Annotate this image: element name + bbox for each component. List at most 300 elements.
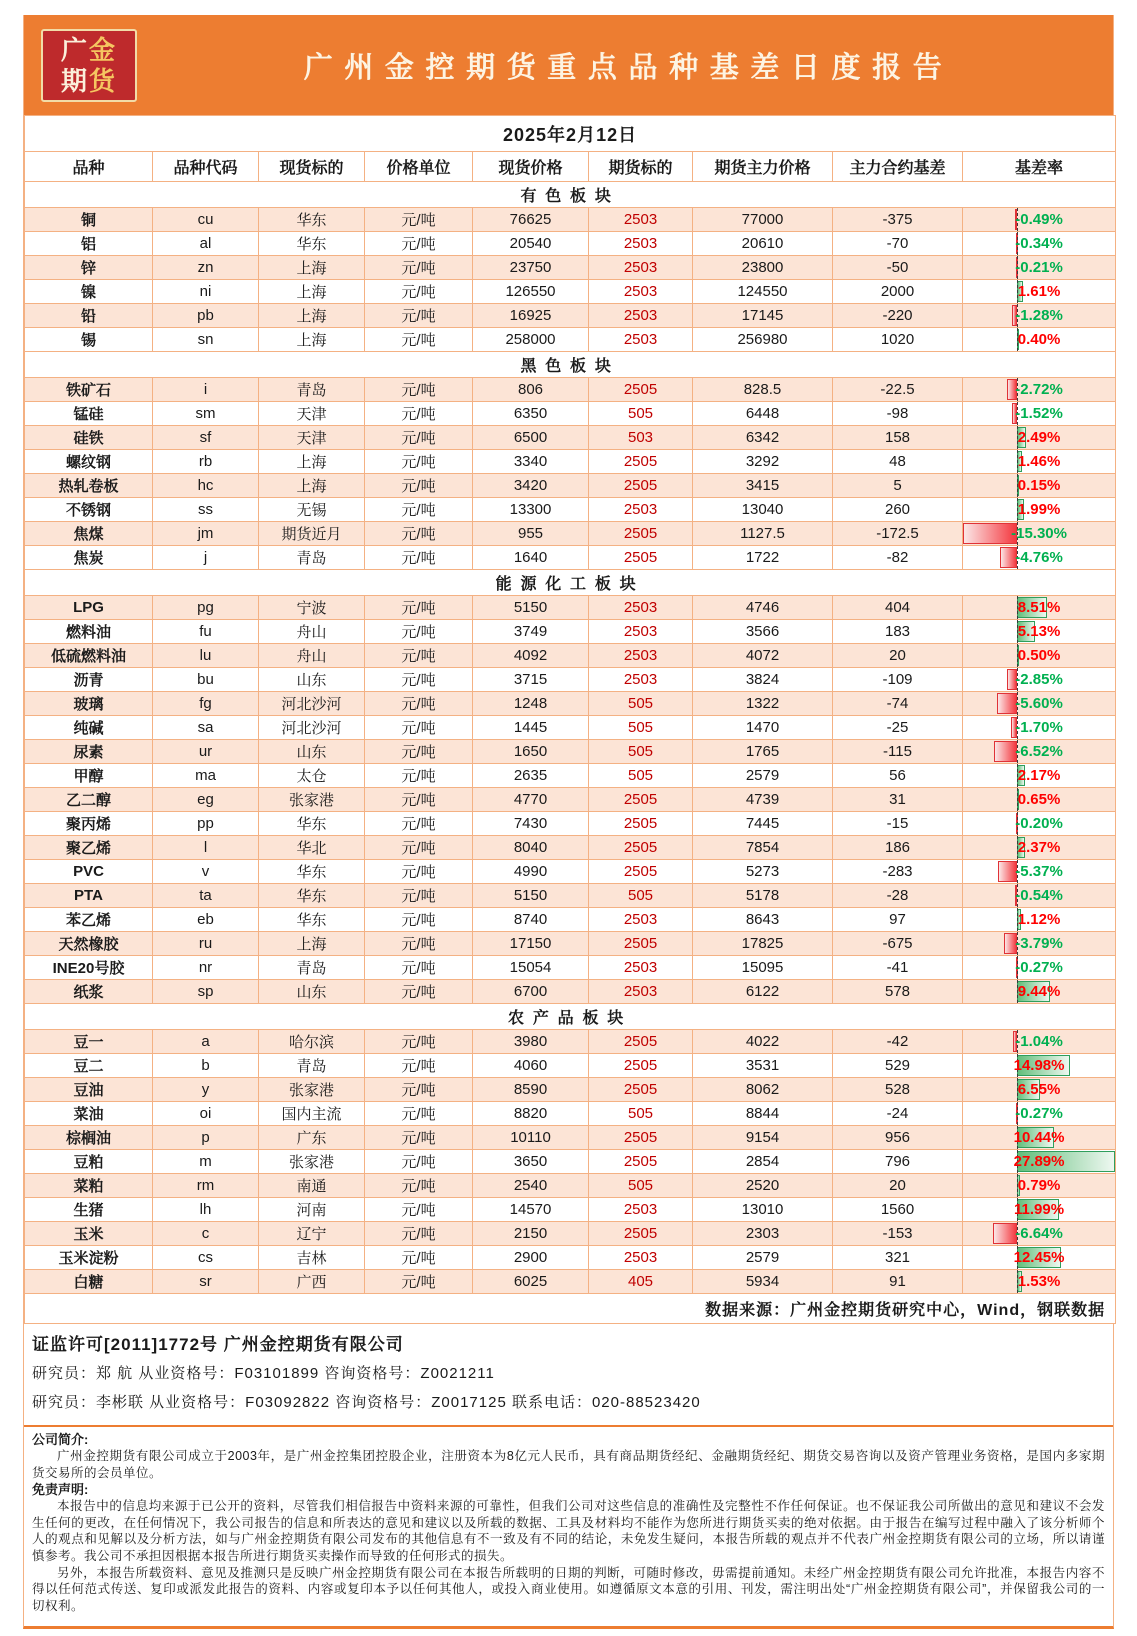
table-row-sf bbox=[25, 426, 1116, 450]
basis-rate-value: 0.40% bbox=[1017, 331, 1061, 348]
cell-basis-rate bbox=[963, 596, 1116, 620]
basis-rate-value: 0.50% bbox=[1017, 647, 1061, 664]
cell-futures-price: 2303 bbox=[693, 1222, 833, 1246]
table-row-sp bbox=[25, 980, 1116, 1004]
cell-variety: 锡 bbox=[25, 328, 153, 352]
cell-futures-price: 6448 bbox=[693, 402, 833, 426]
cell-basis: -28 bbox=[833, 884, 963, 908]
table-row-fu bbox=[25, 620, 1116, 644]
cell-futures-target: 2505 bbox=[589, 1054, 693, 1078]
cell-spot-target: 青岛 bbox=[259, 1054, 365, 1078]
table-row-nr bbox=[25, 956, 1116, 980]
cell-basis: 528 bbox=[833, 1078, 963, 1102]
cell-price-unit: 元/吨 bbox=[365, 280, 473, 304]
cell-code: sm bbox=[153, 402, 259, 426]
cell-code: zn bbox=[153, 256, 259, 280]
cell-variety: 豆一 bbox=[25, 1030, 153, 1054]
cell-price-unit: 元/吨 bbox=[365, 208, 473, 232]
basis-rate-value: 1.12% bbox=[1017, 911, 1061, 928]
cell-futures-price: 1470 bbox=[693, 716, 833, 740]
table-row-ss bbox=[25, 498, 1116, 522]
cell-spot-target: 华北 bbox=[259, 836, 365, 860]
cell-price-unit: 元/吨 bbox=[365, 1150, 473, 1174]
cell-variety: 硅铁 bbox=[25, 426, 153, 450]
cell-spot-target: 天津 bbox=[259, 426, 365, 450]
cell-futures-target: 2503 bbox=[589, 908, 693, 932]
col-header-spot-price: 现货价格 bbox=[473, 152, 589, 182]
company-logo bbox=[41, 29, 137, 102]
disclaimer-paragraph-2: 另外，本报告所载资料、意见及推测只是反映广州金控期货有限公司在本报告所载明的日期的判断，可随时修改，毋需提前通知。未经广州金控期货有限公司允许批准，本报告内容不得以任何范式传送、复印或派发此报告的资料、内容或复印本予以任何其他人，或投入商业使用。如遵循原文本意的引用、刊发，需注明出处“广州金控期货有限公司”，并保留我公司的一切权利。 bbox=[32, 1565, 1105, 1613]
cell-basis-rate bbox=[963, 522, 1116, 546]
table-row-bu bbox=[25, 668, 1116, 692]
basis-rate-value: 1.53% bbox=[1017, 1273, 1061, 1290]
cell-futures-target: 2505 bbox=[589, 1150, 693, 1174]
cell-basis-rate bbox=[963, 620, 1116, 644]
cell-variety: 棕榈油 bbox=[25, 1126, 153, 1150]
licence-line: 证监许可[2011]1772号 广州金控期货有限公司 bbox=[32, 1335, 404, 1354]
cell-code: ni bbox=[153, 280, 259, 304]
basis-rate-value: 2.17% bbox=[1017, 767, 1061, 784]
cell-futures-target: 2505 bbox=[589, 522, 693, 546]
cell-futures-target: 505 bbox=[589, 1102, 693, 1126]
cell-spot-price: 6025 bbox=[473, 1270, 589, 1294]
cell-basis-rate bbox=[963, 1030, 1116, 1054]
cell-basis: -74 bbox=[833, 692, 963, 716]
legal-block bbox=[24, 1427, 1113, 1626]
cell-spot-price: 1650 bbox=[473, 740, 589, 764]
cell-price-unit: 元/吨 bbox=[365, 546, 473, 570]
report-date: 2025年2月12日 bbox=[25, 116, 1116, 152]
basis-rate-value: 11.99% bbox=[1014, 1201, 1065, 1218]
basis-rate-value: -4.76% bbox=[1015, 549, 1063, 566]
cell-futures-price: 7854 bbox=[693, 836, 833, 860]
company-profile-title: 公司简介: bbox=[32, 1432, 89, 1447]
cell-basis-rate bbox=[963, 740, 1116, 764]
cell-basis: -115 bbox=[833, 740, 963, 764]
basis-rate-value: 1.61% bbox=[1017, 283, 1061, 300]
cell-variety: 玉米淀粉 bbox=[25, 1246, 153, 1270]
cell-spot-target: 华东 bbox=[259, 884, 365, 908]
cell-basis: -70 bbox=[833, 232, 963, 256]
cell-basis-rate bbox=[963, 1222, 1116, 1246]
cell-price-unit: 元/吨 bbox=[365, 522, 473, 546]
cell-basis-rate bbox=[963, 1054, 1116, 1078]
cell-spot-price: 4770 bbox=[473, 788, 589, 812]
cell-futures-target: 2503 bbox=[589, 232, 693, 256]
cell-basis-rate bbox=[963, 1246, 1116, 1270]
cell-code: y bbox=[153, 1078, 259, 1102]
table-row-l bbox=[25, 836, 1116, 860]
cell-price-unit: 元/吨 bbox=[365, 908, 473, 932]
cell-basis: -375 bbox=[833, 208, 963, 232]
cell-price-unit: 元/吨 bbox=[365, 498, 473, 522]
cell-variety: 尿素 bbox=[25, 740, 153, 764]
cell-basis-rate bbox=[963, 402, 1116, 426]
cell-code: j bbox=[153, 546, 259, 570]
cell-basis-rate bbox=[963, 498, 1116, 522]
cell-spot-price: 20540 bbox=[473, 232, 589, 256]
cell-spot-price: 8590 bbox=[473, 1078, 589, 1102]
table-row-sn bbox=[25, 328, 1116, 352]
table-row-eb bbox=[25, 908, 1116, 932]
cell-futures-target: 2505 bbox=[589, 378, 693, 402]
cell-spot-target: 青岛 bbox=[259, 956, 365, 980]
cell-variety: 豆油 bbox=[25, 1078, 153, 1102]
cell-variety: 苯乙烯 bbox=[25, 908, 153, 932]
cell-spot-target: 河北沙河 bbox=[259, 716, 365, 740]
cell-basis: 1560 bbox=[833, 1198, 963, 1222]
data-source: 数据来源：广州金控期货研究中心，Wind，钢联数据 bbox=[25, 1294, 1116, 1324]
cell-variety: 聚丙烯 bbox=[25, 812, 153, 836]
cell-variety: 纸浆 bbox=[25, 980, 153, 1004]
disclaimer-paragraph-1: 本报告中的信息均来源于已公开的资料，尽管我们相信报告中资料来源的可靠性，但我们公司对这些信息的准确性及完整性不作任何保证。也不保证我公司所做出的意见和建议不会发生任何的更改，在任何情况下，我公司报告的信息和所表达的意见和建议以及所载的数据、工具及材料均不能作为您所进行期货买卖的绝对依据。由于报告在编写过程中融入了该分析师个人的观点和见解以及分析方法，如与广州金控期货有限公司发布的其他信息有不一致及有不同的结论，未免发生疑问，本报告所载的观点并不代表广州金控期货有限公司的立场，所以请谨慎参考。我公司不承担因根据本报告所进行期货买卖操作而导致的任何形式的损失。 bbox=[32, 1499, 1105, 1563]
logo-char: 广 bbox=[60, 34, 89, 65]
cell-spot-price: 5150 bbox=[473, 596, 589, 620]
table-row-m bbox=[25, 1150, 1116, 1174]
table-row-pg bbox=[25, 596, 1116, 620]
cell-price-unit: 元/吨 bbox=[365, 836, 473, 860]
company-profile-text: 广州金控期货有限公司成立于2003年，是广州金控集团控股企业，注册资本为8亿元人民币，具有商品期货经纪、金融期货经纪、期货交易咨询以及资产管理业务资格，是国内多家期货交易所的会员单位。 bbox=[32, 1449, 1105, 1480]
basis-rate-value: 12.45% bbox=[1013, 1249, 1065, 1266]
cell-price-unit: 元/吨 bbox=[365, 788, 473, 812]
cell-basis-rate bbox=[963, 1102, 1116, 1126]
cell-variety: 豆粕 bbox=[25, 1150, 153, 1174]
table-row-b bbox=[25, 1054, 1116, 1078]
cell-variety: PTA bbox=[25, 884, 153, 908]
basis-rate-value: 14.98% bbox=[1013, 1057, 1065, 1074]
cell-price-unit: 元/吨 bbox=[365, 596, 473, 620]
col-header-basis-rate: 基差率 bbox=[963, 152, 1116, 182]
cell-spot-price: 2540 bbox=[473, 1174, 589, 1198]
basis-rate-value: -0.21% bbox=[1015, 259, 1063, 276]
cell-futures-target: 2503 bbox=[589, 956, 693, 980]
cell-spot-target: 华东 bbox=[259, 812, 365, 836]
cell-spot-price: 17150 bbox=[473, 932, 589, 956]
cell-basis-rate bbox=[963, 788, 1116, 812]
cell-futures-price: 4746 bbox=[693, 596, 833, 620]
cell-variety: 豆二 bbox=[25, 1054, 153, 1078]
cell-price-unit: 元/吨 bbox=[365, 1174, 473, 1198]
cell-spot-target: 天津 bbox=[259, 402, 365, 426]
cell-futures-price: 4739 bbox=[693, 788, 833, 812]
cell-price-unit: 元/吨 bbox=[365, 764, 473, 788]
col-header-price-unit: 价格单位 bbox=[365, 152, 473, 182]
cell-code: al bbox=[153, 232, 259, 256]
cell-variety: 玉米 bbox=[25, 1222, 153, 1246]
cell-spot-price: 258000 bbox=[473, 328, 589, 352]
cell-code: sf bbox=[153, 426, 259, 450]
cell-spot-price: 6700 bbox=[473, 980, 589, 1004]
cell-code: a bbox=[153, 1030, 259, 1054]
table-row-i bbox=[25, 378, 1116, 402]
cell-variety: 菜油 bbox=[25, 1102, 153, 1126]
cell-basis-rate bbox=[963, 812, 1116, 836]
cell-basis-rate bbox=[963, 1150, 1116, 1174]
cell-code: oi bbox=[153, 1102, 259, 1126]
cell-spot-price: 6350 bbox=[473, 402, 589, 426]
cell-basis: 2000 bbox=[833, 280, 963, 304]
logo-line-1 bbox=[61, 35, 117, 66]
cell-spot-price: 2635 bbox=[473, 764, 589, 788]
basis-rate-value: -2.72% bbox=[1015, 381, 1063, 398]
cell-futures-price: 6342 bbox=[693, 426, 833, 450]
cell-basis-rate bbox=[963, 232, 1116, 256]
basis-rate-value: 0.79% bbox=[1017, 1177, 1061, 1194]
basis-rate-value: 0.15% bbox=[1017, 477, 1061, 494]
cell-code: lu bbox=[153, 644, 259, 668]
cell-basis: -675 bbox=[833, 932, 963, 956]
data-source-row bbox=[25, 1294, 1116, 1324]
cell-spot-price: 2900 bbox=[473, 1246, 589, 1270]
cell-spot-target: 舟山 bbox=[259, 644, 365, 668]
cell-futures-price: 124550 bbox=[693, 280, 833, 304]
cell-basis: 321 bbox=[833, 1246, 963, 1270]
cell-code: v bbox=[153, 860, 259, 884]
cell-basis-rate bbox=[963, 764, 1116, 788]
table-row-rb bbox=[25, 450, 1116, 474]
table-row-p bbox=[25, 1126, 1116, 1150]
basis-rate-value: 2.49% bbox=[1017, 429, 1061, 446]
cell-basis: 186 bbox=[833, 836, 963, 860]
cell-price-unit: 元/吨 bbox=[365, 1270, 473, 1294]
negative-basis-bar bbox=[993, 1223, 1016, 1244]
cell-futures-price: 4072 bbox=[693, 644, 833, 668]
cell-basis-rate bbox=[963, 1198, 1116, 1222]
cell-futures-price: 13040 bbox=[693, 498, 833, 522]
cell-basis: 97 bbox=[833, 908, 963, 932]
cell-futures-price: 1322 bbox=[693, 692, 833, 716]
cell-spot-price: 23750 bbox=[473, 256, 589, 280]
cell-spot-price: 3749 bbox=[473, 620, 589, 644]
cell-price-unit: 元/吨 bbox=[365, 812, 473, 836]
cell-futures-target: 2505 bbox=[589, 812, 693, 836]
cell-basis-rate bbox=[963, 692, 1116, 716]
cell-spot-target: 河南 bbox=[259, 1198, 365, 1222]
cell-basis-rate bbox=[963, 546, 1116, 570]
cell-variety: 燃料油 bbox=[25, 620, 153, 644]
table-row-cu bbox=[25, 208, 1116, 232]
cell-futures-target: 2503 bbox=[589, 620, 693, 644]
cell-futures-target: 2503 bbox=[589, 668, 693, 692]
cell-spot-price: 76625 bbox=[473, 208, 589, 232]
cell-futures-price: 4022 bbox=[693, 1030, 833, 1054]
cell-variety: 铅 bbox=[25, 304, 153, 328]
cell-spot-target: 广西 bbox=[259, 1270, 365, 1294]
cell-futures-target: 505 bbox=[589, 402, 693, 426]
cell-price-unit: 元/吨 bbox=[365, 860, 473, 884]
cell-variety: 热轧卷板 bbox=[25, 474, 153, 498]
cell-code: eg bbox=[153, 788, 259, 812]
basis-rate-value: -0.34% bbox=[1015, 235, 1063, 252]
section-title: 能源化工板块 bbox=[25, 570, 1116, 596]
cell-code: sn bbox=[153, 328, 259, 352]
licence-block bbox=[24, 1324, 1113, 1427]
cell-variety: 锰硅 bbox=[25, 402, 153, 426]
cell-price-unit: 元/吨 bbox=[365, 980, 473, 1004]
cell-basis: -172.5 bbox=[833, 522, 963, 546]
cell-spot-price: 4092 bbox=[473, 644, 589, 668]
section-title: 黑色板块 bbox=[25, 352, 1116, 378]
cell-spot-target: 华东 bbox=[259, 208, 365, 232]
cell-futures-price: 6122 bbox=[693, 980, 833, 1004]
section-header-row-2 bbox=[25, 352, 1116, 378]
negative-basis-bar bbox=[994, 741, 1017, 762]
cell-variety: 白糖 bbox=[25, 1270, 153, 1294]
basis-rate-value: -2.85% bbox=[1015, 671, 1063, 688]
cell-code: fg bbox=[153, 692, 259, 716]
cell-code: nr bbox=[153, 956, 259, 980]
cell-basis-rate bbox=[963, 980, 1116, 1004]
cell-spot-target: 上海 bbox=[259, 280, 365, 304]
cell-spot-price: 3980 bbox=[473, 1030, 589, 1054]
basis-rate-value: -6.64% bbox=[1015, 1225, 1063, 1242]
cell-spot-price: 2150 bbox=[473, 1222, 589, 1246]
basis-rate-value: -1.52% bbox=[1015, 405, 1063, 422]
cell-price-unit: 元/吨 bbox=[365, 378, 473, 402]
cell-code: b bbox=[153, 1054, 259, 1078]
cell-futures-target: 2505 bbox=[589, 546, 693, 570]
cell-basis: 20 bbox=[833, 644, 963, 668]
header-banner bbox=[24, 15, 1113, 115]
cell-code: bu bbox=[153, 668, 259, 692]
table-row-ta bbox=[25, 884, 1116, 908]
cell-code: rm bbox=[153, 1174, 259, 1198]
cell-spot-price: 3715 bbox=[473, 668, 589, 692]
cell-basis-rate bbox=[963, 328, 1116, 352]
cell-futures-price: 2854 bbox=[693, 1150, 833, 1174]
cell-code: hc bbox=[153, 474, 259, 498]
table-row-ni bbox=[25, 280, 1116, 304]
cell-code: pg bbox=[153, 596, 259, 620]
cell-basis-rate bbox=[963, 860, 1116, 884]
section-title: 有色板块 bbox=[25, 182, 1116, 208]
cell-basis-rate bbox=[963, 836, 1116, 860]
cell-spot-price: 3650 bbox=[473, 1150, 589, 1174]
cell-basis: -24 bbox=[833, 1102, 963, 1126]
cell-basis: -82 bbox=[833, 546, 963, 570]
cell-spot-price: 126550 bbox=[473, 280, 589, 304]
cell-price-unit: 元/吨 bbox=[365, 644, 473, 668]
cell-variety: 不锈钢 bbox=[25, 498, 153, 522]
cell-futures-target: 405 bbox=[589, 1270, 693, 1294]
cell-basis-rate bbox=[963, 378, 1116, 402]
cell-futures-price: 1765 bbox=[693, 740, 833, 764]
cell-basis: -25 bbox=[833, 716, 963, 740]
cell-basis: 260 bbox=[833, 498, 963, 522]
table-row-a bbox=[25, 1030, 1116, 1054]
cell-futures-price: 5178 bbox=[693, 884, 833, 908]
cell-futures-price: 828.5 bbox=[693, 378, 833, 402]
negative-basis-bar bbox=[997, 693, 1017, 714]
table-row-y bbox=[25, 1078, 1116, 1102]
basis-rate-value: -1.28% bbox=[1015, 307, 1063, 324]
researcher-line-1: 研究员：郑 航 从业资格号：F03101899 咨询资格号：Z0021211 bbox=[32, 1365, 495, 1382]
cell-price-unit: 元/吨 bbox=[365, 620, 473, 644]
cell-spot-target: 山东 bbox=[259, 980, 365, 1004]
cell-futures-target: 2503 bbox=[589, 1246, 693, 1270]
report-sheet bbox=[23, 15, 1114, 1629]
cell-spot-price: 8820 bbox=[473, 1102, 589, 1126]
cell-futures-target: 2505 bbox=[589, 788, 693, 812]
cell-futures-price: 3566 bbox=[693, 620, 833, 644]
cell-futures-price: 2579 bbox=[693, 764, 833, 788]
cell-code: ss bbox=[153, 498, 259, 522]
negative-basis-bar bbox=[963, 523, 1017, 544]
basis-rate-value: 1.46% bbox=[1017, 453, 1061, 470]
col-header-code: 品种代码 bbox=[153, 152, 259, 182]
cell-basis-rate bbox=[963, 1126, 1116, 1150]
cell-variety: 沥青 bbox=[25, 668, 153, 692]
cell-spot-target: 上海 bbox=[259, 450, 365, 474]
cell-spot-target: 南通 bbox=[259, 1174, 365, 1198]
cell-price-unit: 元/吨 bbox=[365, 256, 473, 280]
cell-spot-target: 青岛 bbox=[259, 378, 365, 402]
table-row-sa bbox=[25, 716, 1116, 740]
cell-futures-price: 2579 bbox=[693, 1246, 833, 1270]
cell-price-unit: 元/吨 bbox=[365, 1246, 473, 1270]
cell-code: p bbox=[153, 1126, 259, 1150]
cell-code: sr bbox=[153, 1270, 259, 1294]
cell-code: sp bbox=[153, 980, 259, 1004]
cell-futures-target: 2503 bbox=[589, 980, 693, 1004]
cell-futures-target: 2505 bbox=[589, 1078, 693, 1102]
basis-rate-value: -15.30% bbox=[1011, 525, 1067, 542]
cell-futures-price: 9154 bbox=[693, 1126, 833, 1150]
cell-code: i bbox=[153, 378, 259, 402]
cell-futures-target: 2505 bbox=[589, 860, 693, 884]
cell-basis: 20 bbox=[833, 1174, 963, 1198]
logo-char: 期 bbox=[60, 65, 89, 96]
cell-spot-price: 806 bbox=[473, 378, 589, 402]
table-row-eg bbox=[25, 788, 1116, 812]
cell-price-unit: 元/吨 bbox=[365, 1078, 473, 1102]
cell-basis: 796 bbox=[833, 1150, 963, 1174]
cell-basis: -220 bbox=[833, 304, 963, 328]
basis-rate-value: -1.70% bbox=[1015, 719, 1063, 736]
cell-code: ma bbox=[153, 764, 259, 788]
cell-variety: 焦煤 bbox=[25, 522, 153, 546]
section-title: 农产品板块 bbox=[25, 1004, 1116, 1030]
cell-spot-target: 张家港 bbox=[259, 1078, 365, 1102]
table-row-pp bbox=[25, 812, 1116, 836]
logo-char: 金 bbox=[89, 34, 118, 65]
cell-spot-price: 14570 bbox=[473, 1198, 589, 1222]
cell-futures-target: 2505 bbox=[589, 932, 693, 956]
cell-variety: 生猪 bbox=[25, 1198, 153, 1222]
cell-futures-price: 2520 bbox=[693, 1174, 833, 1198]
cell-basis: -41 bbox=[833, 956, 963, 980]
cell-futures-target: 505 bbox=[589, 692, 693, 716]
col-header-futures-target: 期货标的 bbox=[589, 152, 693, 182]
col-header-futures-price: 期货主力价格 bbox=[693, 152, 833, 182]
cell-basis-rate bbox=[963, 716, 1116, 740]
section-header-row-4 bbox=[25, 1004, 1116, 1030]
cell-futures-target: 2505 bbox=[589, 474, 693, 498]
cell-spot-target: 张家港 bbox=[259, 1150, 365, 1174]
cell-spot-price: 8740 bbox=[473, 908, 589, 932]
cell-spot-target: 无锡 bbox=[259, 498, 365, 522]
cell-price-unit: 元/吨 bbox=[365, 450, 473, 474]
cell-futures-target: 2505 bbox=[589, 1222, 693, 1246]
cell-spot-target: 舟山 bbox=[259, 620, 365, 644]
table-row-sm bbox=[25, 402, 1116, 426]
cell-basis: 404 bbox=[833, 596, 963, 620]
cell-basis-rate bbox=[963, 1270, 1116, 1294]
table-row-rm bbox=[25, 1174, 1116, 1198]
cell-code: fu bbox=[153, 620, 259, 644]
cell-futures-price: 3824 bbox=[693, 668, 833, 692]
cell-spot-target: 上海 bbox=[259, 304, 365, 328]
